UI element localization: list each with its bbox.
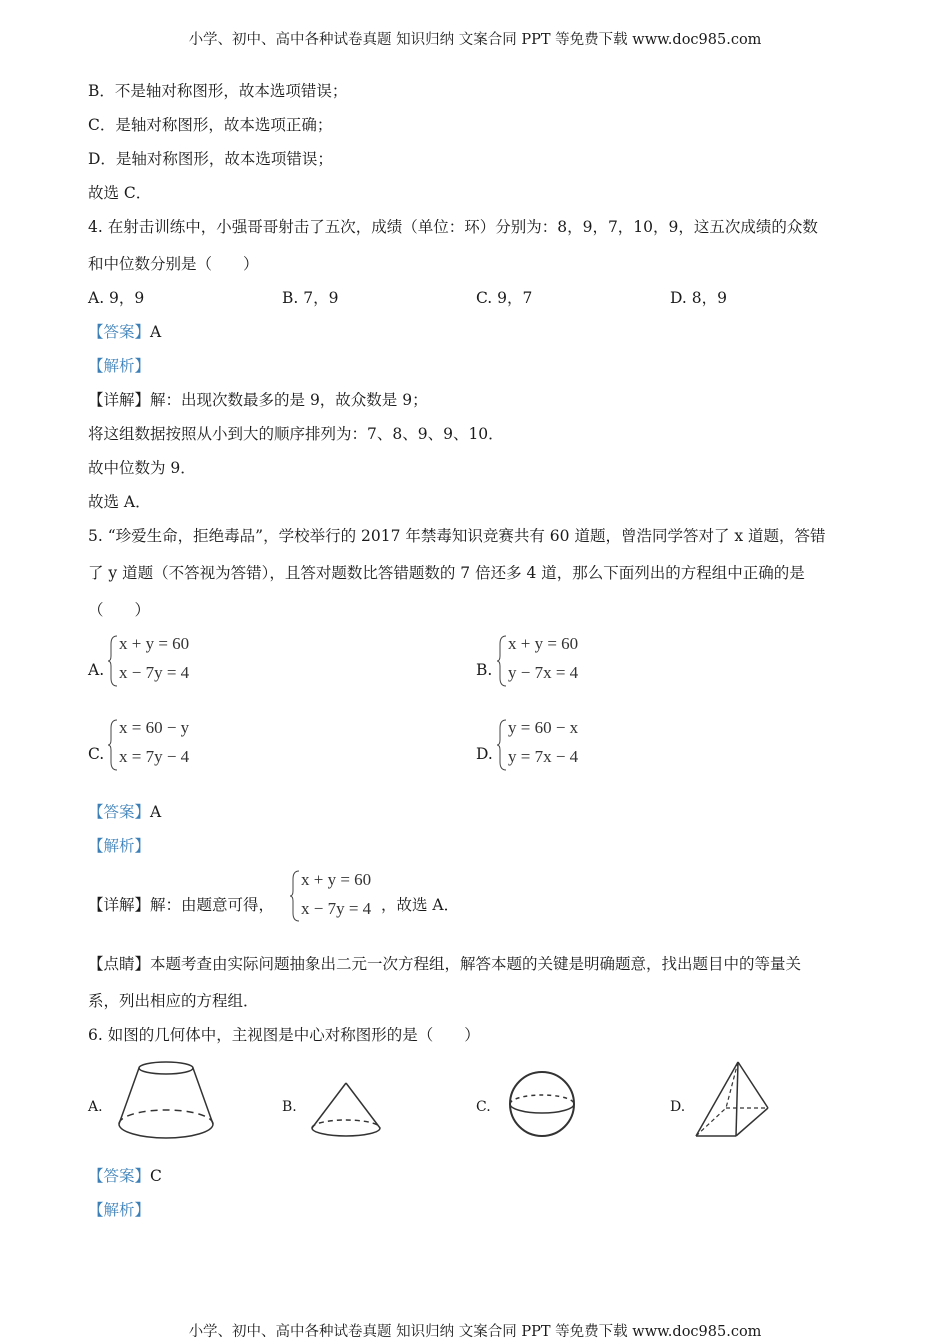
cone-icon <box>308 1080 384 1142</box>
brace-icon <box>496 718 508 772</box>
prev-option-c: C．是轴对称图形，故本选项正确； <box>88 116 333 134</box>
q6-analysis <box>88 1200 150 1220</box>
analysis-tag: 【解析】 <box>88 357 151 375</box>
sphere-icon <box>505 1070 579 1138</box>
q4-option-d: D. 8，9 <box>670 289 727 307</box>
brace-icon <box>107 718 119 772</box>
q4-detail-text1: 解：出现次数最多的是 9，故众数是 9； <box>150 391 428 409</box>
prev-conclusion: 故选 C． <box>88 184 152 202</box>
q4-conclusion: 故选 A． <box>88 493 151 511</box>
q5-analysis <box>88 836 150 856</box>
frustum-icon <box>114 1058 218 1142</box>
q5-option-b-eq1: x + y = 60 <box>508 634 579 653</box>
q6-option-a-label: A. <box>88 1099 103 1115</box>
q4-detail-line2: 将这组数据按照从小到大的顺序排列为：7、8、9、9、10． <box>88 425 504 443</box>
detail-tag: 【详解】 <box>88 391 151 409</box>
q5-comment-text1: 本题考查由实际问题抽象出二元一次方程组，解答本题的关键是明确题意，找出题目中的等量关 <box>150 955 802 973</box>
q6-option-d-label: D. <box>670 1099 686 1115</box>
q4-stem-line1: 4. 在射击训练中，小强哥哥射击了五次，成绩（单位：环）分别为：8，9，7，10，9，这五次成绩的众数 <box>88 218 818 236</box>
q5-option-c-eq2: x = 7y − 4 <box>119 747 190 766</box>
q5-option-a-eq1: x + y = 60 <box>119 634 190 653</box>
prev-option-b: B．不是轴对称图形，故本选项错误； <box>88 82 348 100</box>
answer-tag: 【答案】 <box>88 803 151 821</box>
q5-detail-eq2: x − 7y = 4 <box>301 899 372 918</box>
analysis-tag: 【解析】 <box>88 837 151 855</box>
q5-option-d-label: D. <box>476 745 493 763</box>
q4-option-a: A. 9，9 <box>88 289 145 307</box>
q5-detail-line <box>88 895 274 915</box>
pyramid-icon <box>690 1058 774 1142</box>
q5-detail-eq1: x + y = 60 <box>301 870 372 889</box>
q5-option-a-eq2: x − 7y = 4 <box>119 663 190 682</box>
answer-tag: 【答案】 <box>88 1167 151 1185</box>
q6-option-b-label: B. <box>282 1099 297 1115</box>
detail-tag: 【详解】 <box>88 896 151 914</box>
q5-detail-prefix: 解：由题意可得， <box>150 896 275 914</box>
q5-option-c-eq1: x = 60 − y <box>119 718 190 737</box>
q4-analysis <box>88 356 150 376</box>
q5-option-b-label: B. <box>476 661 493 679</box>
q6-answer-value: C <box>150 1167 162 1185</box>
q4-option-c: C. 9，7 <box>476 289 533 307</box>
brace-icon <box>289 869 301 923</box>
q4-detail-line1 <box>88 390 428 410</box>
q5-comment-line1 <box>88 954 801 974</box>
q5-comment-line2: 系，列出相应的方程组． <box>88 992 259 1010</box>
q6-stem: 6. 如图的几何体中，主视图是中心对称图形的是（ ） <box>88 1026 480 1044</box>
q5-detail-suffix: ，故选 A． <box>381 896 460 914</box>
page-header: 小学、初中、高中各种试卷真题 知识归纳 文案合同 PPT 等免费下载 www.doc985.com <box>188 32 762 48</box>
q6-option-c-label: C. <box>476 1099 491 1115</box>
q5-option-d-eq2: y = 7x − 4 <box>508 747 579 766</box>
comment-tag: 【点睛】 <box>88 955 151 973</box>
brace-icon <box>107 634 119 688</box>
page-footer: 小学、初中、高中各种试卷真题 知识归纳 文案合同 PPT 等免费下载 www.doc985.com <box>188 1324 762 1340</box>
q5-stem-line1: 5. “珍爱生命，拒绝毒品”，学校举行的 2017 年禁毒知识竞赛共有 60 道题，曾浩同学答对了 x 道题，答错 <box>88 527 826 545</box>
q4-answer <box>88 322 161 342</box>
q5-option-b-eq2: y − 7x = 4 <box>508 663 579 682</box>
q4-option-b: B. 7，9 <box>282 289 339 307</box>
brace-icon <box>496 634 508 688</box>
answer-tag: 【答案】 <box>88 323 151 341</box>
q5-option-a-label: A. <box>88 661 105 679</box>
analysis-tag: 【解析】 <box>88 1201 151 1219</box>
q5-option-c-label: C. <box>88 745 105 763</box>
q5-stem-line2: 了 y 道题（不答视为答错），且答对题数比答错题数的 7 倍还多 4 道，那么下面列出的方程组中正确的是 <box>88 564 805 582</box>
q4-detail-line3: 故中位数为 9． <box>88 459 196 477</box>
q5-stem-line3: （ ） <box>88 601 151 619</box>
q6-answer <box>88 1166 162 1186</box>
q4-answer-value: A <box>150 323 162 341</box>
q5-answer-value: A <box>150 803 162 821</box>
prev-option-d: D．是轴对称图形，故本选项错误； <box>88 150 333 168</box>
q5-answer <box>88 802 161 822</box>
q5-option-d-eq1: y = 60 − x <box>508 718 579 737</box>
q4-stem-line2: 和中位数分别是（ ） <box>88 255 259 273</box>
